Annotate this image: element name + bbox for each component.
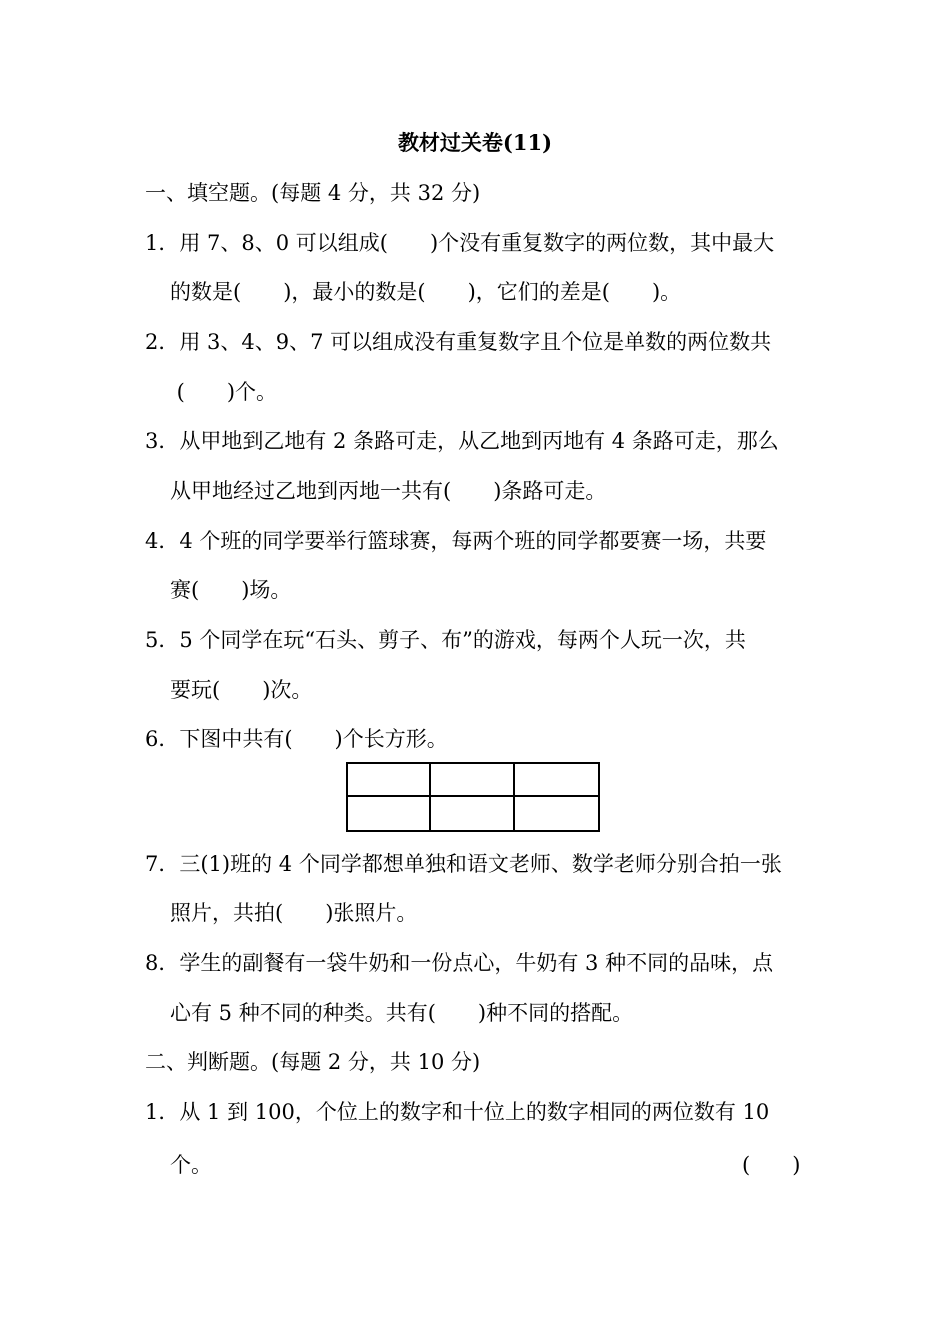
q5-line2: 要玩( )次。	[170, 678, 313, 702]
grid-cell	[431, 764, 514, 797]
section2-heading: 二、判断题。(每题 2 分，共 10 分)	[145, 1050, 481, 1074]
grid-cell	[431, 797, 514, 830]
rectangle-figure	[346, 762, 600, 832]
q4-line1: 4．4 个班的同学要举行篮球赛，每两个班的同学都要赛一场，共要	[145, 529, 767, 553]
q8-line1: 8．学生的副餐有一袋牛奶和一份点心，牛奶有 3 种不同的品味，点	[145, 951, 774, 975]
grid-cell	[515, 764, 598, 797]
q1-line2: 的数是( )，最小的数是( )，它们的差是( )。	[170, 280, 682, 304]
q3-line2: 从甲地经过乙地到丙地一共有( )条路可走。	[170, 479, 607, 503]
q3-line1: 3．从甲地到乙地有 2 条路可走，从乙地到丙地有 4 条路可走，那么	[145, 429, 779, 453]
grid-cell	[348, 764, 431, 797]
s2-q1-line2: 个。	[170, 1153, 212, 1177]
q8-line2: 心有 5 种不同的种类。共有( )种不同的搭配。	[170, 1001, 634, 1025]
q2-line1: 2．用 3、4、9、7 可以组成没有重复数字且个位是单数的两位数共	[145, 330, 772, 354]
q4-line2: 赛( )场。	[170, 578, 292, 602]
q7-line1: 7．三(1)班的 4 个同学都想单独和语文老师、数学老师分别合拍一张	[145, 852, 782, 876]
grid-cell	[515, 797, 598, 830]
q5-line1: 5．5 个同学在玩“石头、剪子、布”的游戏，每两个人玩一次，共	[145, 628, 746, 652]
grid-cell	[348, 797, 431, 830]
page-title: 教材过关卷(11)	[397, 130, 553, 155]
q2-line2: ( )个。	[170, 380, 278, 404]
section1-heading: 一、填空题。(每题 4 分，共 32 分)	[145, 181, 481, 205]
answer-parentheses: ( )	[742, 1153, 801, 1177]
q7-line2: 照片，共拍( )张照片。	[170, 901, 418, 925]
q6-line1: 6．下图中共有( )个长方形。	[145, 727, 448, 751]
s2-q1-line1: 1．从 1 到 100，个位上的数字和十位上的数字相同的两位数有 10	[145, 1100, 770, 1124]
q1-line1: 1．用 7、8、0 可以组成( )个没有重复数字的两位数，其中最大	[145, 231, 775, 255]
